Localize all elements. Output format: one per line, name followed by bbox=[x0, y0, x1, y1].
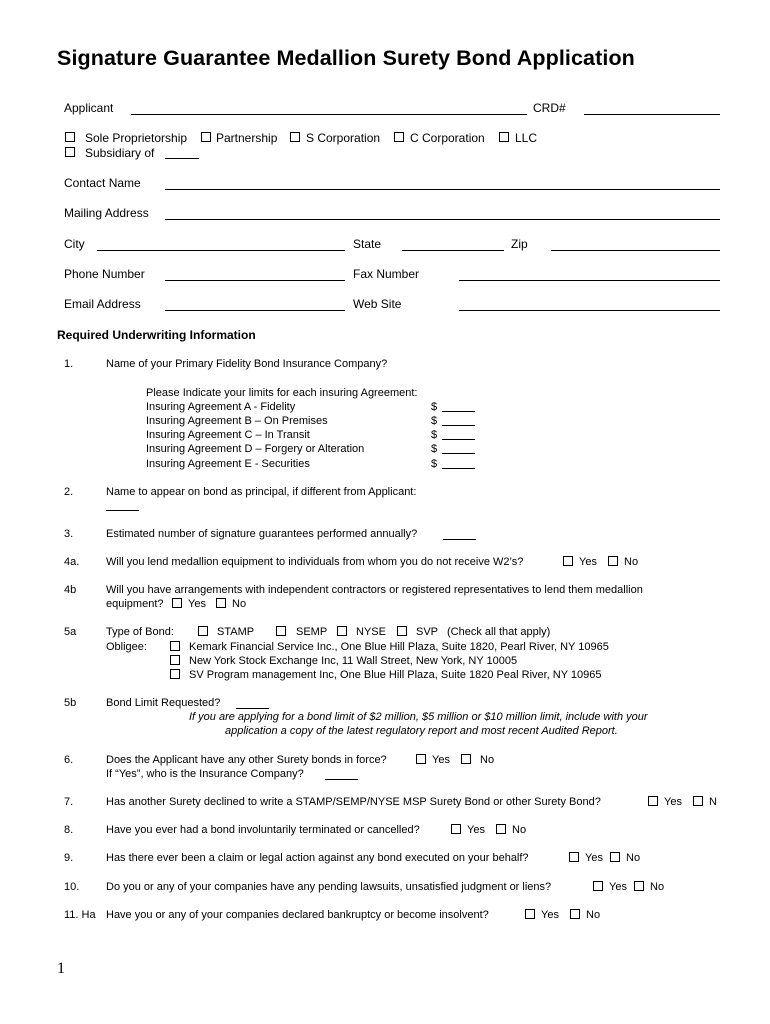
q5b-note-line1: If you are applying for a bond limit of $2 million, $5 million or $10 million limit, include with your bbox=[189, 711, 648, 723]
q9-yes-checkbox[interactable] bbox=[569, 852, 579, 862]
agreement-b-field[interactable] bbox=[442, 425, 475, 426]
agreement-b-dollar: $ bbox=[431, 415, 438, 427]
q7-no-label: N bbox=[709, 796, 717, 808]
q2-field[interactable] bbox=[106, 510, 139, 511]
q1-text: Name of your Primary Fidelity Bond Insurance Company? bbox=[106, 358, 388, 370]
obligee-nyse-label: New York Stock Exchange Inc, 11 Wall Street, New York, NY 10005 bbox=[189, 655, 518, 667]
c-corporation-label: C Corporation bbox=[410, 131, 485, 145]
q6-text-line2: If “Yes”, who is the Insurance Company? bbox=[106, 768, 304, 780]
q6-yes-label: Yes bbox=[432, 754, 450, 766]
svp-checkbox[interactable] bbox=[397, 626, 407, 636]
q6-no-checkbox[interactable] bbox=[461, 754, 471, 764]
q7-yes-checkbox[interactable] bbox=[648, 796, 658, 806]
city-label: City bbox=[64, 237, 85, 251]
website-label: Web Site bbox=[353, 297, 402, 311]
q3-field[interactable] bbox=[443, 539, 476, 540]
state-label: State bbox=[353, 237, 382, 251]
partnership-label: Partnership bbox=[216, 131, 278, 145]
q8-no-label: No bbox=[512, 824, 527, 836]
obligee-label: Obligee: bbox=[106, 641, 147, 653]
q8-text: Have you ever had a bond involuntarily terminated or cancelled? bbox=[106, 824, 420, 836]
crd-field[interactable] bbox=[584, 114, 720, 115]
obligee-sv-label: SV Program management Inc, One Blue Hill Plaza, Suite 1820 Peal River, NY 10965 bbox=[189, 669, 602, 681]
website-field[interactable] bbox=[459, 310, 720, 311]
q4a-no-checkbox[interactable] bbox=[608, 556, 618, 566]
mailing-address-field[interactable] bbox=[165, 219, 720, 220]
q9-number: 9. bbox=[64, 852, 74, 864]
subsidiary-field[interactable] bbox=[165, 158, 199, 159]
q10-text: Do you or any of your companies have any pending lawsuits, unsatisfied judgment or liens? bbox=[106, 881, 552, 893]
q8-no-checkbox[interactable] bbox=[496, 824, 506, 834]
q10-yes-label: Yes bbox=[609, 881, 627, 893]
llc-checkbox[interactable] bbox=[499, 132, 509, 142]
mailing-address-label: Mailing Address bbox=[64, 206, 149, 220]
phone-field[interactable] bbox=[165, 280, 345, 281]
c-corporation-checkbox[interactable] bbox=[394, 132, 404, 142]
crd-label: CRD# bbox=[533, 101, 566, 115]
agreement-d-dollar: $ bbox=[431, 443, 438, 455]
q4a-number: 4a. bbox=[64, 556, 80, 568]
q6-number: 6. bbox=[64, 754, 74, 766]
q11-no-label: No bbox=[586, 909, 601, 921]
agreement-c-dollar: $ bbox=[431, 429, 438, 441]
q4b-yes-label: Yes bbox=[188, 598, 206, 610]
q4b-no-label: No bbox=[232, 598, 247, 610]
q3-text: Estimated number of signature guarantees performed annually? bbox=[106, 528, 418, 540]
subsidiary-checkbox[interactable] bbox=[65, 147, 75, 157]
obligee-nyse-checkbox[interactable] bbox=[170, 655, 180, 665]
q7-number: 7. bbox=[64, 796, 74, 808]
contact-name-label: Contact Name bbox=[64, 176, 141, 190]
q6-insurance-field[interactable] bbox=[325, 779, 358, 780]
q4a-no-label: No bbox=[624, 556, 639, 568]
q11-text: Have you or any of your companies declared bankruptcy or become insolvent? bbox=[106, 909, 489, 921]
agreement-e-dollar: $ bbox=[431, 458, 438, 470]
email-field[interactable] bbox=[165, 310, 345, 311]
q11-yes-label: Yes bbox=[541, 909, 559, 921]
q5b-number: 5b bbox=[64, 697, 77, 709]
section-heading: Required Underwriting Information bbox=[57, 328, 256, 342]
agreement-e-field[interactable] bbox=[442, 468, 475, 469]
semp-checkbox[interactable] bbox=[276, 626, 286, 636]
q11-number: 11. Ha bbox=[64, 909, 96, 921]
q7-no-checkbox[interactable] bbox=[693, 796, 703, 806]
q4a-yes-checkbox[interactable] bbox=[563, 556, 573, 566]
q6-text: Does the Applicant have any other Surety bonds in force? bbox=[106, 754, 387, 766]
agreement-b-label: Insuring Agreement B – On Premises bbox=[146, 415, 328, 427]
obligee-kemark-checkbox[interactable] bbox=[170, 641, 180, 651]
q11-yes-checkbox[interactable] bbox=[525, 909, 535, 919]
applicant-label: Applicant bbox=[64, 101, 114, 115]
q10-no-checkbox[interactable] bbox=[634, 881, 644, 891]
subsidiary-label: Subsidiary of bbox=[85, 146, 155, 160]
q4b-number: 4b bbox=[64, 584, 77, 596]
agreement-a-field[interactable] bbox=[442, 411, 475, 412]
q9-yes-label: Yes bbox=[585, 852, 603, 864]
page-number: 1 bbox=[57, 960, 65, 977]
city-field[interactable] bbox=[97, 250, 345, 251]
q10-number: 10. bbox=[64, 881, 80, 893]
q6-no-label: No bbox=[480, 754, 495, 766]
q4b-yes-checkbox[interactable] bbox=[172, 598, 182, 608]
nyse-checkbox[interactable] bbox=[337, 626, 347, 636]
contact-name-field[interactable] bbox=[165, 189, 720, 190]
agreement-e-label: Insuring Agreement E - Securities bbox=[146, 458, 310, 470]
q2-text: Name to appear on bond as principal, if different from Applicant: bbox=[106, 486, 417, 498]
bond-limit-field[interactable] bbox=[236, 708, 269, 709]
agreement-a-dollar: $ bbox=[431, 401, 438, 413]
fax-label: Fax Number bbox=[353, 267, 420, 281]
s-corporation-checkbox[interactable] bbox=[290, 132, 300, 142]
agreement-d-field[interactable] bbox=[442, 453, 475, 454]
q2-number: 2. bbox=[64, 486, 74, 498]
fax-field[interactable] bbox=[459, 280, 720, 281]
nyse-label: NYSE bbox=[356, 626, 386, 638]
semp-label: SEMP bbox=[296, 626, 328, 638]
zip-field[interactable] bbox=[551, 250, 720, 251]
q10-no-label: No bbox=[650, 881, 665, 893]
check-all-note: (Check all that apply) bbox=[447, 626, 551, 638]
q1-number: 1. bbox=[64, 358, 74, 370]
sole-proprietorship-checkbox[interactable] bbox=[65, 132, 75, 142]
state-field[interactable] bbox=[402, 250, 504, 251]
agreement-c-field[interactable] bbox=[442, 439, 475, 440]
stamp-checkbox[interactable] bbox=[198, 626, 208, 636]
page-title: Signature Guarantee Medallion Surety Bond Application bbox=[57, 46, 635, 70]
q5b-text: Bond Limit Requested? bbox=[106, 697, 221, 709]
q8-number: 8. bbox=[64, 824, 74, 836]
q11-no-checkbox[interactable] bbox=[570, 909, 580, 919]
stamp-label: STAMP bbox=[217, 626, 255, 638]
sole-proprietorship-label: Sole Proprietorship bbox=[85, 131, 188, 145]
q9-text: Has there ever been a claim or legal action against any bond executed on your behalf? bbox=[106, 852, 529, 864]
q4a-yes-label: Yes bbox=[579, 556, 597, 568]
q10-yes-checkbox[interactable] bbox=[593, 881, 603, 891]
applicant-field[interactable] bbox=[131, 114, 527, 115]
q7-yes-label: Yes bbox=[664, 796, 682, 808]
bond-type-label: Type of Bond: bbox=[106, 626, 174, 638]
q4b-no-checkbox[interactable] bbox=[216, 598, 226, 608]
zip-label: Zip bbox=[511, 237, 528, 251]
obligee-sv-checkbox[interactable] bbox=[170, 669, 180, 679]
q8-yes-label: Yes bbox=[467, 824, 485, 836]
agreement-c-label: Insuring Agreement C – In Transit bbox=[146, 429, 310, 441]
obligee-kemark-label: Kemark Financial Service Inc., One Blue Hill Plaza, Suite 1820, Pearl River, NY 10965 bbox=[189, 641, 609, 653]
partnership-checkbox[interactable] bbox=[201, 132, 211, 142]
q8-yes-checkbox[interactable] bbox=[451, 824, 461, 834]
q4b-text-line1: Will you have arrangements with independent contractors or registered representatives to lend them medallion bbox=[106, 584, 643, 596]
limits-intro: Please Indicate your limits for each insuring Agreement: bbox=[146, 387, 418, 399]
q5a-number: 5a bbox=[64, 626, 77, 638]
svp-label: SVP bbox=[416, 626, 439, 638]
phone-label: Phone Number bbox=[64, 267, 145, 281]
agreement-d-label: Insuring Agreement D – Forgery or Alteration bbox=[146, 443, 365, 455]
q9-no-checkbox[interactable] bbox=[610, 852, 620, 862]
q5b-note-line2: application a copy of the latest regulatory report and most recent Audited Report. bbox=[225, 725, 618, 737]
q9-no-label: No bbox=[626, 852, 641, 864]
agreement-a-label: Insuring Agreement A - Fidelity bbox=[146, 401, 296, 413]
q6-yes-checkbox[interactable] bbox=[416, 754, 426, 764]
q4a-text: Will you lend medallion equipment to individuals from whom you do not receive W2’s? bbox=[106, 556, 524, 568]
q4b-text-line2: equipment? bbox=[106, 598, 164, 610]
q7-text: Has another Surety declined to write a STAMP/SEMP/NYSE MSP Surety Bond or other Surety Bond? bbox=[106, 796, 601, 808]
q3-number: 3. bbox=[64, 528, 74, 540]
llc-label: LLC bbox=[515, 131, 538, 145]
s-corporation-label: S Corporation bbox=[306, 131, 381, 145]
email-label: Email Address bbox=[64, 297, 141, 311]
